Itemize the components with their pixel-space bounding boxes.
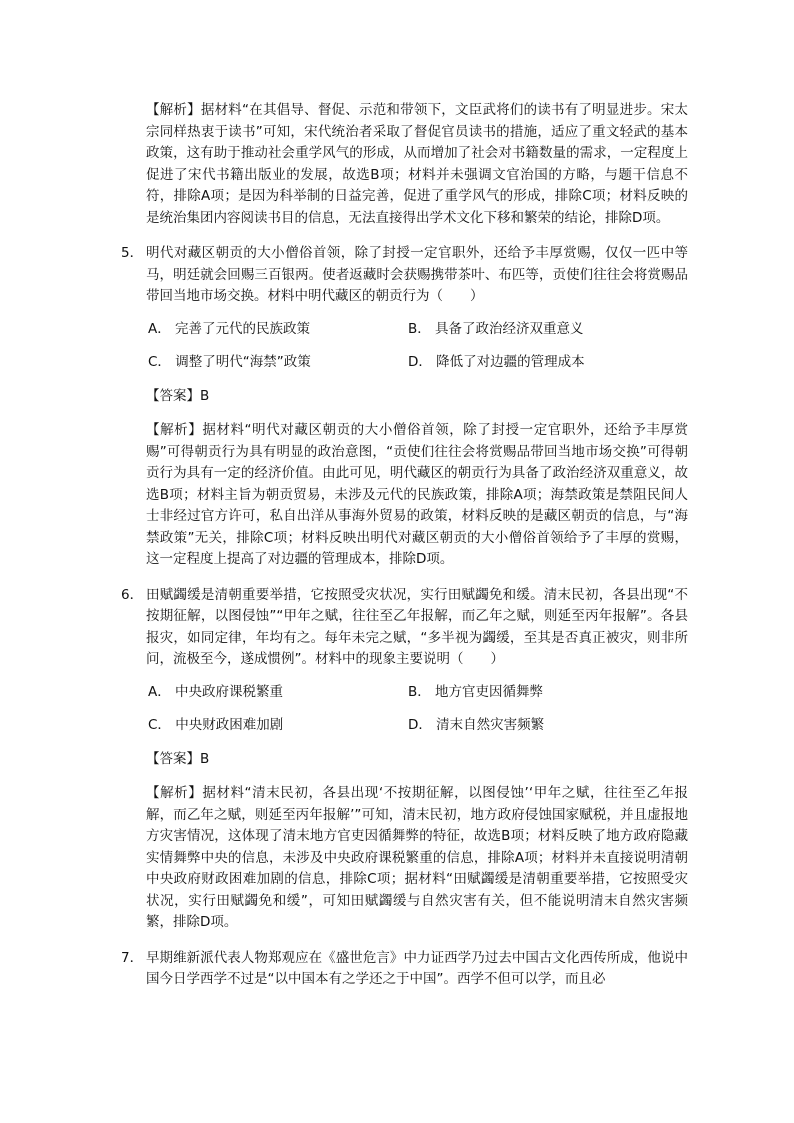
document-content (121, 100, 688, 991)
option-b: B． 具备了政治经济双重意义 (408, 320, 584, 337)
question-6-stem: 田赋蠲缓是清朝重要举措，它按照受灾状况，实行田赋蠲免和缓。清末民初，各县出现“不按期征解，以图侵蚀”“甲年之赋，往往至乙年报解，而乙年之赋，则延至丙年报解”。各县报灾，如同定律，年均有之。每年未完之赋，“多半视为蠲缓，至其是否真正被灾，则非所问，流极至今，遂成惯例”。材料中的现象主要说明（ ） (146, 586, 688, 667)
question-6-answer: 【答案】B (146, 750, 210, 767)
question-5 (121, 243, 688, 571)
option-c: C． 中央财政困难加剧 (148, 717, 284, 733)
question-5-analysis: 【解析】据材料“明代对藏区朝贡的大小僧俗首领，除了封授一定官职外，还给予丰厚赏赐”可得朝贡行为具有明显的政治意图，“贡使们往往会将赏赐品带回当地市场交换”可得朝贡行为具有一定的经济价值。由此可见，明代藏区的朝贡行为具备了政治经济双重意义，故选B项；材料主旨为朝贡贸易，未涉及元代的民族政策，排除A项；海禁政策是禁阻民间人士非经过官方许可，私自出洋从事海外贸易的政策，材料反映的是藏区朝贡的信息，与“海禁政策”无关，排除C项；材料反映出明代对藏区朝贡的大小僧俗首领给予了丰厚的赏赐，这一定程度上提高了对边疆的管理成本，排除D项。 (146, 422, 688, 567)
options-row (146, 682, 688, 704)
question-7-stem: 早期维新派代表人物郑观应在《盛世危言》中力证西学乃过去中国古文化西传所成，他说中国今日学西学不过是“以中国本有之学还之于中国”。西学不但可以学，而且必 (146, 949, 688, 987)
question-5-number: 5． (121, 245, 144, 261)
question-6-number: 6． (121, 586, 144, 603)
question-5-options (146, 319, 688, 374)
question-6-options (146, 682, 688, 737)
options-row (146, 319, 688, 341)
option-b: B． 地方官吏因循舞弊 (408, 683, 544, 700)
option-a: A． 中央政府课税繁重 (148, 683, 284, 700)
question-7-number: 7． (121, 949, 144, 966)
question-6-analysis: 【解析】据材料“清末民初，各县出现‘不按期征解，以图侵蚀’‘甲年之赋，往往至乙年报解，而乙年之赋，则延至丙年报解’”可知，清末民初，地方政府侵蚀国家赋税，并且虚报地方灾害情况，这体现了清末地方官吏因循舞弊的特征，故选B项；材料反映了地方政府隐藏实情舞弊中央的信息，未涉及中央政府课税繁重的信息，排除A项；材料并未直接说明清朝中央政府财政困难加剧的信息，排除C项；据材料“田赋蠲缓是清朝重要举措，它按照受灾状况，实行田赋蠲免和缓”，可知田赋蠲缓与自然灾害有关，但不能说明清末自然灾害频繁，排除D项。 (146, 785, 688, 930)
question-5-answer: 【答案】B (146, 387, 210, 404)
question-7 (121, 948, 688, 991)
option-c: C． 调整了明代“海禁”政策 (148, 354, 311, 370)
q4-analysis: 【解析】据材料“在其倡导、督促、示范和带领下，文臣武将们的读书有了明显进步。宋太宗同样热衷于读书”可知，宋代统治者采取了督促官员读书的措施，适应了重文轻武的基本政策，这有助于推动社会重学风气的形成，从而增加了社会对书籍数量的需求，一定程度上促进了宋代书籍出版业的发展，故选B项；材料并未强调文官治国的方略，与题干信息不符，排除A项；是因为科举制的日益完善，促进了重学风气的形成，排除C项；材料反映的是统治集团内容阅读书目的信息，无法直接得出学术文化下移和繁荣的结论，排除D项。 (146, 102, 688, 226)
option-a: A． 完善了元代的民族政策 (148, 320, 311, 337)
options-row (146, 352, 688, 374)
option-d: D． 降低了对边疆的管理成本 (408, 354, 585, 370)
question-6 (121, 585, 688, 934)
options-row (146, 715, 688, 737)
option-d: D． 清末自然灾害频繁 (408, 717, 545, 733)
question-5-stem: 明代对藏区朝贡的大小僧俗首领，除了封授一定官职外，还给予丰厚赏赐，仅仅一匹中等马，明廷就会回赐三百银两。使者返藏时会获赐携带茶叶、布匹等，贡使们往往会将赏赐品带回当地市场交换。材料中明代藏区的朝贡行为（ ） (146, 245, 688, 304)
